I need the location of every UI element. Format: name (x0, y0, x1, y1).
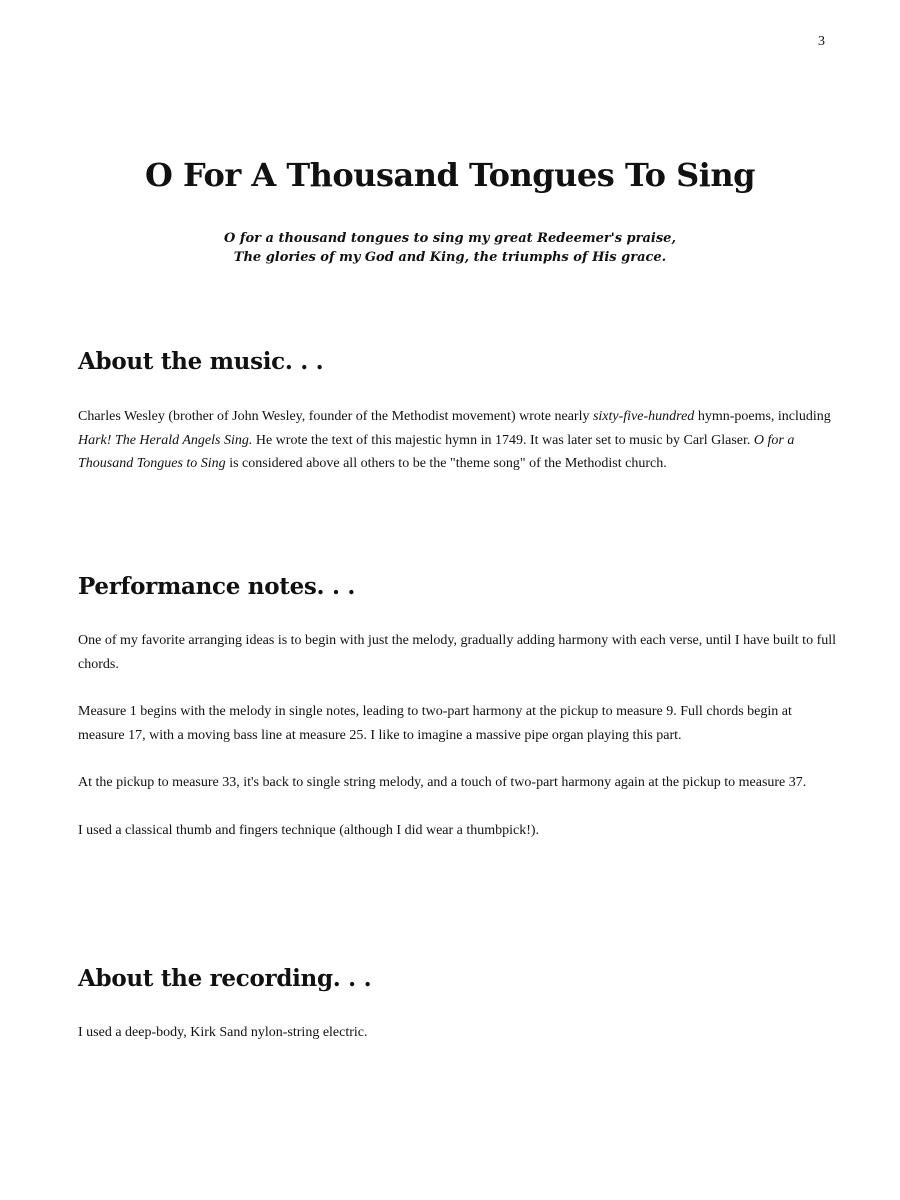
performance-paragraph-1: One of my favorite arranging ideas is to begin with just the melody, gradually adding harmony with each verse, until I have built to full chords. (78, 633, 837, 672)
about-music-text-4: is considered above all others to be the "theme song" of the Methodist church. (225, 456, 667, 471)
about-music-heading: About the music. . . (78, 348, 324, 375)
about-music-paragraph (78, 405, 838, 476)
about-music-emphasis-1: sixty-five-hundred (592, 409, 695, 424)
recording-heading: About the recording. . . (78, 965, 372, 992)
section-performance-notes (78, 573, 838, 842)
section-about-recording (78, 965, 838, 1045)
epigraph (0, 229, 900, 267)
about-music-emphasis-3: O for a Thousand Tongues to Sing (78, 432, 795, 471)
epigraph-line-2: The glories of my God and King, the triumphs of His grace. (233, 250, 667, 265)
page-number: 3 (818, 34, 825, 49)
performance-heading: Performance notes. . . (78, 573, 356, 600)
performance-paragraph-2: Measure 1 begins with the melody in single notes, leading to two-part harmony at the pickup to measure 9. Full chords begin at measure 17, with a moving bass line at measure 25. I like to imagine a massive pipe organ playing this part. (78, 704, 792, 743)
performance-paragraph-4: I used a classical thumb and fingers technique (although I did wear a thumbpick!). (78, 822, 540, 838)
about-music-emphasis-2: Hark! The Herald Angels Sing. (78, 432, 253, 448)
page-title: O For A Thousand Tongues To Sing (145, 156, 755, 194)
about-music-text-3: He wrote the text of this majestic hymn in 1749. It was later set to music by Carl Glaser. (252, 432, 754, 448)
epigraph-line-1: O for a thousand tongues to sing my great Redeemer's praise, (224, 231, 676, 246)
section-about-music (78, 348, 838, 476)
recording-paragraph: I used a deep-body, Kirk Sand nylon-string electric. (78, 1025, 368, 1040)
about-music-text-1: Charles Wesley (brother of John Wesley, founder of the Methodist movement) wrote nearly (78, 409, 593, 424)
performance-paragraph-3: At the pickup to measure 33, it's back to single string melody, and a touch of two-part harmony again at the pickup to measure 37. (78, 775, 807, 790)
about-music-text-2: hymn-poems, including (694, 409, 831, 424)
